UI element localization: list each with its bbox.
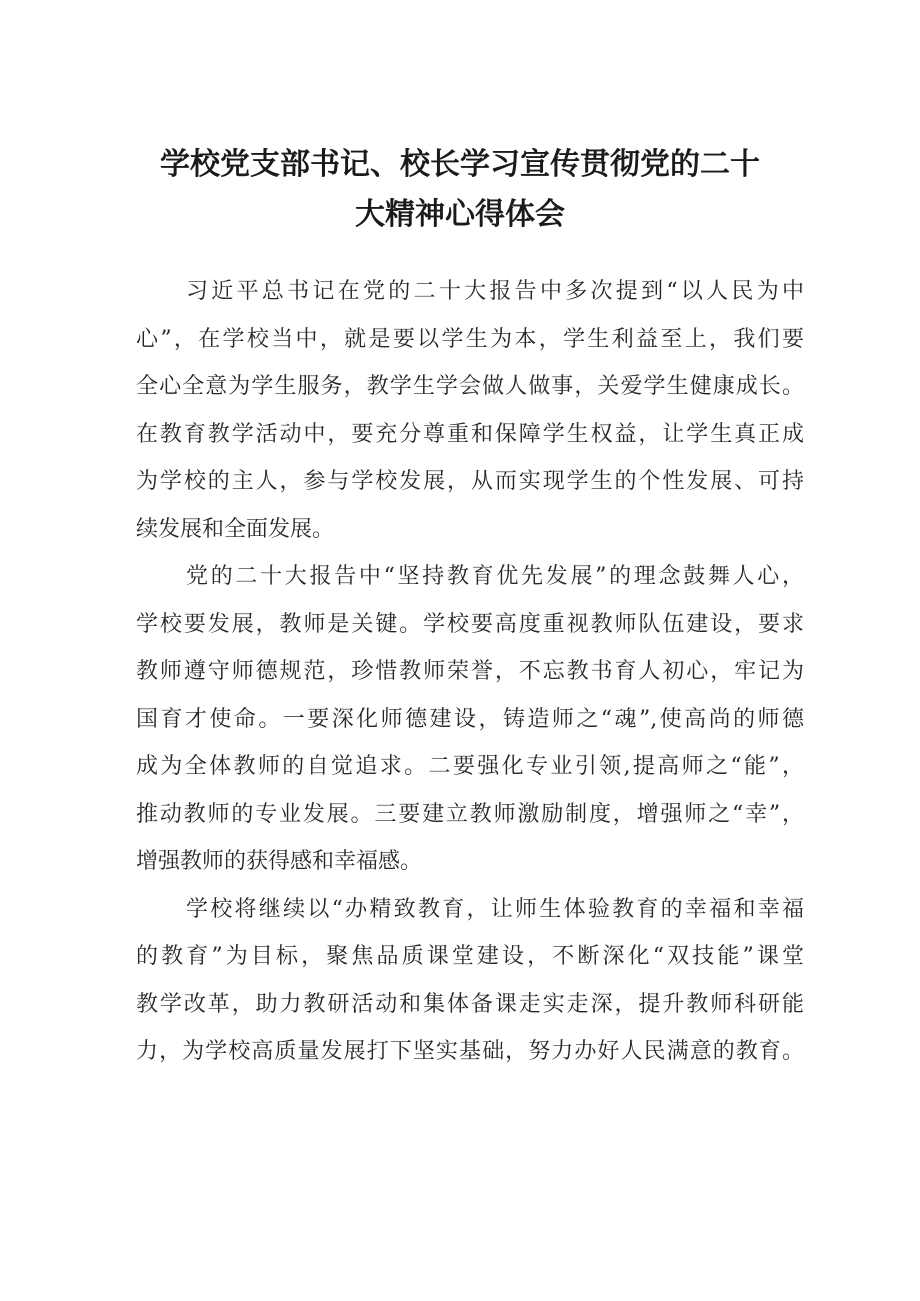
paragraph-line: 党的二十大报告中“坚持教育优先发展”的理念鼓舞人心， [186, 564, 804, 589]
paragraph-line: 全心全意为学生服务，教学生学会做人做事，关爱学生健康成长。 [136, 374, 804, 399]
paragraph-line: 在教育教学活动中，要充分尊重和保障学生权益，让学生真正成 [136, 421, 804, 447]
paragraph-line: 为学校的主人，参与学校发展，从而实现学生的个性发展、可持 [136, 469, 804, 494]
paragraph-line: 教师遵守师德规范，珍惜教师荣誉，不忘教书育人初心，牢记为 [136, 659, 804, 684]
paragraph-line: 的教育”为目标，聚焦品质课堂建设，不断深化“双技能”课堂 [136, 944, 804, 969]
paragraph-line: 心”，在学校当中，就是要以学生为本，学生利益至上，我们要 [136, 326, 804, 352]
document-body [136, 268, 804, 1076]
paragraph-line: 推动教师的专业发展。三要建立教师激励制度，增强师之“幸”， [136, 801, 804, 827]
paragraph-line: 力，为学校高质量发展打下坚实基础，努力办好人民满意的教育。 [136, 1039, 804, 1064]
paragraph-line: 学校将继续以“办精致教育，让师生体验教育的幸福和幸福 [186, 896, 804, 922]
title-line-2: 大精神心得体会 [355, 197, 565, 232]
paragraph-line: 教学改革，助力教研活动和集体备课走实走深，提升教师科研能 [136, 991, 804, 1017]
paragraph-line: 成为全体教师的自觉追求。二要强化专业引领,提高师之“能”， [136, 754, 804, 779]
paragraph-3 [136, 886, 804, 1076]
document-title [100, 140, 820, 240]
title-line-1: 学校党支部书记、校长学习宣传贯彻党的二十 [160, 147, 760, 182]
paragraph-1 [136, 268, 804, 553]
paragraph-2 [136, 553, 804, 886]
paragraph-line: 续发展和全面发展。 [136, 516, 335, 542]
paragraph-line: 国育才使命。一要深化师德建设，铸造师之“魂”,使高尚的师德 [136, 706, 804, 732]
paragraph-line: 学校要发展，教师是关键。学校要高度重视教师队伍建设，要求 [136, 611, 804, 637]
paragraph-line: 增强教师的获得感和幸福感。 [136, 849, 423, 874]
paragraph-line: 习近平总书记在党的二十大报告中多次提到“以人民为中 [186, 279, 804, 304]
